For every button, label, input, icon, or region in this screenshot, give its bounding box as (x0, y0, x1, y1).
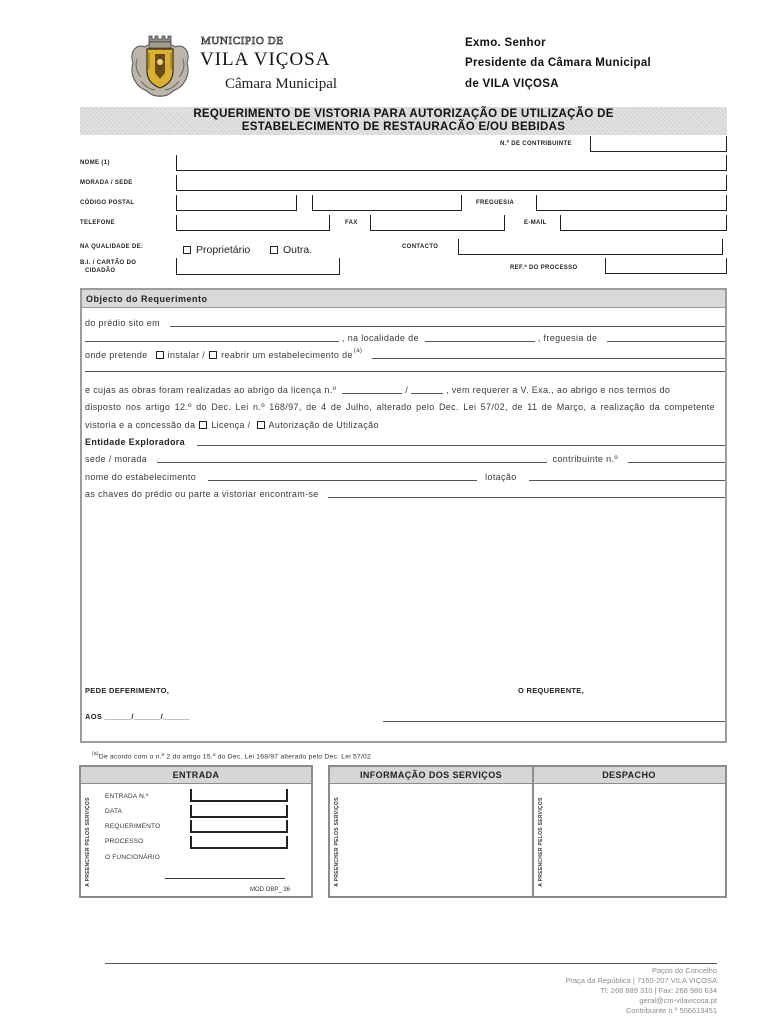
locality-field[interactable] (425, 341, 535, 342)
entry-number-field[interactable] (190, 789, 288, 802)
parish-field[interactable] (536, 195, 727, 211)
keys-location-field[interactable] (328, 497, 725, 498)
information-area[interactable] (346, 786, 528, 894)
authorization-option-label: Autorização de Utilização (268, 420, 379, 430)
establishment-type-row-2 (85, 361, 725, 374)
email-label: E-MAIL (524, 220, 547, 226)
building-label: do prédio sito em (85, 318, 160, 328)
email-field[interactable] (560, 215, 727, 231)
footer-line-taxpayer: Contribuinte n.º 506613451 (625, 1006, 717, 1015)
request-parish-field[interactable] (607, 341, 725, 342)
other-option-label: Outra. (283, 244, 313, 256)
licence-separator: / (405, 385, 409, 395)
establishment-row (85, 470, 725, 483)
addressee-line-1: Exmo. Senhor (465, 37, 546, 49)
operator-taxpayer-field[interactable] (628, 462, 725, 463)
name-field[interactable] (176, 155, 727, 171)
keys-location-label: as chaves do prédio ou parte a vistoriar encontram-se (85, 489, 319, 499)
keys-row (85, 487, 725, 500)
other-checkbox[interactable] (270, 246, 278, 254)
entry-number-label: ENTRADA N.º (105, 793, 149, 800)
id-card-label-line-1: B.I. / CARTÃO DO (80, 260, 137, 266)
signatory-label: O REQUERENTE, (518, 686, 584, 695)
process-ref-field[interactable] (605, 258, 727, 274)
process-ref-label: REF.ª DO PROCESSO (510, 265, 578, 271)
establishment-type-field-2[interactable] (85, 371, 725, 372)
phone-label: TELEFONE (80, 220, 115, 226)
legal-text: disposto nos artigo 12.º do Dec. Lei n.º 168/97, de 4 de Julho, alterado pelo Dec. Lei 57/02, de 11 de Março, a realização da competente (85, 402, 715, 412)
addressee-line-3: de VILA VIÇOSA (465, 78, 559, 90)
phone-field[interactable] (176, 215, 330, 231)
address-field[interactable] (176, 175, 727, 191)
operator-taxpayer-label: contribuinte n.º (552, 454, 618, 464)
reopen-checkbox[interactable] (209, 351, 217, 359)
inspection-text: vistoria e a concessão da (85, 420, 196, 430)
municipality-prefix: MUNICIPIO DE (201, 35, 284, 47)
information-heading: INFORMAÇÃO DOS SERVIÇOS (330, 767, 532, 784)
entry-process-label: PROCESSO (105, 838, 144, 845)
authorization-checkbox[interactable] (257, 421, 265, 429)
building-location-field-2[interactable] (85, 341, 339, 342)
contact-field[interactable] (458, 239, 723, 255)
licence-text: e cujas as obras foram realizadas ao abrigo da licença n.º (85, 385, 337, 395)
entry-date-label: DATA (105, 808, 123, 815)
footnote-marker-ref: (a) (92, 751, 99, 757)
name-label: NOME (1) (80, 160, 110, 166)
dispatch-area[interactable] (550, 786, 724, 894)
entry-side-label: A PREENCHER PELOS SERVIÇOS (85, 797, 91, 887)
addressee-line-2: Presidente da Câmara Municipal (465, 57, 652, 69)
form-title (80, 107, 727, 135)
footnote (92, 749, 371, 762)
municipality-name: VILA VIÇOSA (200, 49, 331, 70)
footnote-text: De acordo com o n.º 2 do artigo 15.º do Dec. Lei 168/97 alterado pelo Dec. Lei 57/02 (98, 753, 371, 761)
owner-option-label: Proprietário (196, 244, 251, 256)
postal-code-field[interactable] (176, 195, 297, 211)
licence-row (85, 383, 725, 396)
licence-checkbox[interactable] (199, 421, 207, 429)
licence-number-field[interactable] (342, 393, 402, 394)
form-title-line-2: ESTABELECIMENTO DE RESTAURACÃO E/OU BEBIDAS (241, 121, 566, 133)
inspection-row (85, 418, 725, 431)
taxpayer-number-field[interactable] (590, 136, 727, 152)
establishment-name-label: nome do estabelecimento (85, 472, 197, 482)
fax-label: FAX (345, 220, 358, 226)
id-card-label-line-2: CIDADÃO (85, 268, 116, 274)
building-row (85, 316, 725, 329)
address-label: MORADA / SEDE (80, 180, 133, 186)
entry-process-field[interactable] (190, 836, 288, 849)
operator-address-label: sede / morada (85, 454, 148, 464)
footer-line-address: Praça da República | 7160-207 VILA VIÇOSA (565, 976, 717, 985)
locality-label: , na localidade de (342, 333, 419, 343)
reopen-label: reabrir um estabelecimento de (221, 350, 353, 360)
capacity-label: NA QUALIDADE DE: (80, 244, 144, 250)
building-location-field[interactable] (170, 326, 725, 327)
licence-option-label: Licença / (211, 420, 251, 430)
intent-row (85, 348, 725, 361)
entry-request-field[interactable] (190, 820, 288, 833)
capacity-field[interactable] (529, 480, 725, 481)
information-side-label: A PREENCHER PELOS SERVIÇOS (334, 797, 340, 887)
request-heading-bar (82, 290, 725, 308)
install-checkbox[interactable] (156, 351, 164, 359)
dispatch-heading: DESPACHO (533, 767, 725, 784)
install-label: instalar / (167, 350, 206, 360)
request-heading: Objecto do Requerimento (86, 294, 208, 304)
form-title-line-1: REQUERIMENTO DE VISTORIA PARA AUTORIZAÇÃO DE UTILIZAÇÃO DE (193, 108, 614, 120)
establishment-type-field[interactable] (372, 358, 725, 359)
intends-label: onde pretende (85, 350, 148, 360)
id-card-label (80, 259, 136, 275)
operator-name-field[interactable] (197, 445, 725, 446)
footer-rule (105, 963, 717, 964)
coat-of-arms-icon (127, 33, 193, 101)
entry-heading: ENTRADA (81, 767, 311, 784)
date-line[interactable]: AOS ______/______/______ (85, 712, 190, 721)
footer-line-email: geral@cm-vilavicosa.pt (639, 996, 717, 1005)
licence-year-field[interactable] (411, 393, 443, 394)
footer-line-building: Paços do Concelho (651, 966, 717, 975)
request-text: , vem requerer a V. Exa., ao abrigo e nos termos do (446, 385, 671, 395)
entry-request-label: REQUERIMENTO (105, 823, 161, 830)
entry-date-field[interactable] (190, 805, 288, 818)
signature-line[interactable] (383, 721, 725, 722)
postal-locality-field[interactable] (312, 195, 462, 211)
postal-code-label: CÓDIGO POSTAL (80, 200, 135, 206)
operator-address-field[interactable] (157, 462, 546, 463)
dispatch-side-label: A PREENCHER PELOS SERVIÇOS (538, 797, 544, 887)
form-code: MOD OBP_ 36 (250, 887, 291, 893)
operator-row (85, 435, 725, 448)
locality-row (85, 331, 725, 344)
operator-heading: Entidade Exploradora (85, 437, 186, 447)
clerk-signature-line[interactable] (165, 878, 285, 879)
operator-address-row (85, 452, 725, 465)
footer-address (565, 966, 717, 1016)
footnote-marker: (a) (353, 348, 363, 354)
owner-checkbox[interactable] (183, 246, 191, 254)
parish-label: FREGUESIA (476, 200, 515, 206)
capacity-text-label: lotação (485, 472, 517, 482)
establishment-name-field[interactable] (208, 480, 477, 481)
parish-text-label: , freguesia de (537, 333, 598, 343)
clerk-label: O FUNCIONÁRIO (105, 854, 160, 861)
taxpayer-number-label: N.º DE CONTRIBUINTE (500, 141, 572, 147)
closing-text: PEDE DEFERIMENTO, (85, 686, 170, 695)
fax-field[interactable] (370, 215, 505, 231)
footer-line-phone: Tl: 268 889 310 | Fax: 268 980 634 (600, 986, 717, 995)
id-card-field[interactable] (176, 258, 340, 275)
council-name: Câmara Municipal (225, 76, 338, 92)
column-divider (532, 767, 534, 896)
owner-option[interactable] (183, 244, 250, 256)
contact-label: CONTACTO (402, 244, 439, 250)
other-option[interactable] (270, 244, 312, 256)
